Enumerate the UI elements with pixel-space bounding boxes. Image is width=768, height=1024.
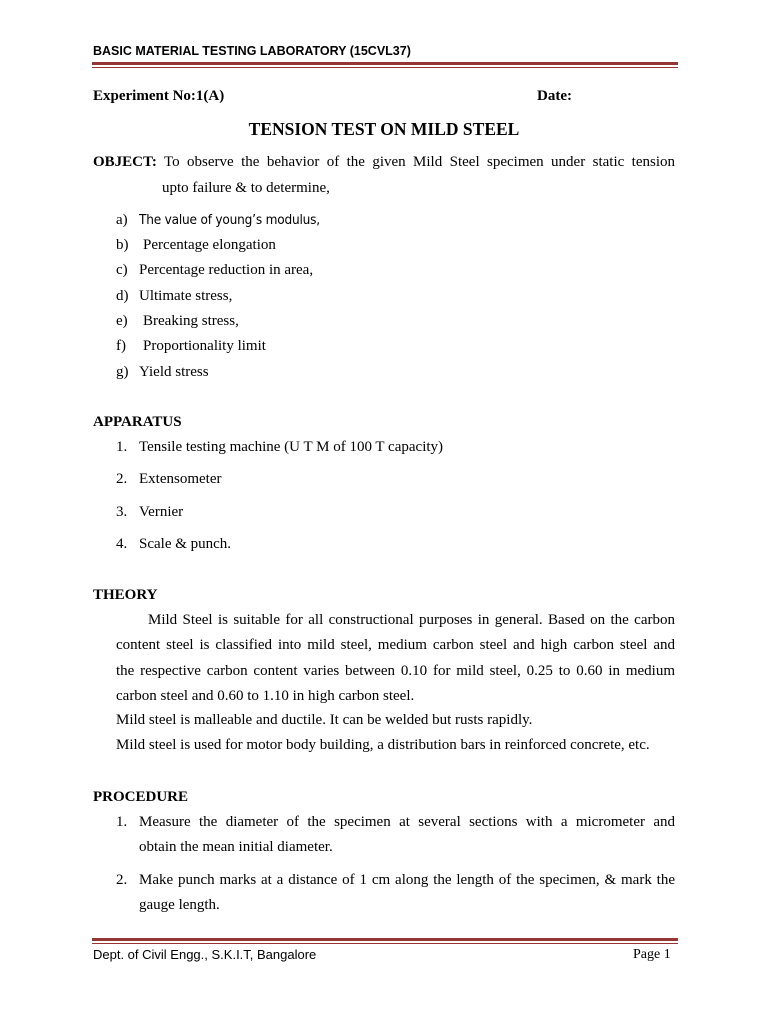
footer-rule-thin (92, 943, 678, 944)
list-item: Percentage elongation (143, 237, 276, 253)
list-marker: e) (116, 313, 128, 329)
date-label: Date: (537, 88, 572, 104)
list-marker: 4. (116, 536, 128, 552)
list-item: Extensometer (139, 471, 222, 487)
list-marker: f) (116, 338, 126, 354)
list-item: Vernier (139, 504, 184, 520)
procedure-step-line: Make punch marks at a distance of 1 cm along the length of the specimen, & mark the (139, 872, 675, 888)
procedure-heading: PROCEDURE (93, 789, 189, 805)
list-marker: 2. (116, 872, 128, 888)
list-item: The value of young’s modulus, (139, 212, 320, 228)
procedure-step-line: obtain the mean initial diameter. (139, 839, 333, 855)
theory-line: the respective carbon content varies between 0.10 for mild steel, 0.25 to 0.60 in medium (116, 663, 675, 679)
list-marker: 2. (116, 471, 128, 487)
list-marker: g) (116, 364, 129, 380)
list-item: Percentage reduction in area, (139, 262, 314, 278)
theory-heading: THEORY (93, 587, 158, 603)
object-label: OBJECT: (93, 154, 157, 170)
procedure-step-line: Measure the diameter of the specimen at several sections with a micrometer and (139, 814, 675, 830)
page-title: TENSION TEST ON MILD STEEL (248, 119, 520, 139)
object-text-line2: upto failure & to determine, (162, 180, 330, 196)
list-marker: c) (116, 262, 128, 278)
footer-rule (92, 938, 678, 941)
list-item: Ultimate stress, (139, 288, 233, 304)
page-number: Page 1 (633, 947, 671, 962)
experiment-number: Experiment No:1(A) (93, 88, 225, 104)
apparatus-heading: APPARATUS (93, 414, 182, 430)
object-paragraph-line1 (93, 154, 675, 171)
theory-line: content steel is classified into mild steel, medium carbon steel and high carbon steel and (116, 637, 675, 653)
theory-line: carbon steel and 0.60 to 1.10 in high carbon steel. (116, 688, 415, 704)
list-item: Tensile testing machine (U T M of 100 T capacity) (139, 439, 444, 455)
running-header: BASIC MATERIAL TESTING LABORATORY (15CVL37) (93, 44, 411, 58)
list-item: Breaking stress, (143, 313, 239, 329)
object-text-line1: To observe the behavior of the given Mild Steel specimen under static tension (164, 154, 675, 170)
list-marker: b) (116, 237, 129, 253)
list-item: Scale & punch. (139, 536, 232, 552)
procedure-step-line: gauge length. (139, 897, 220, 913)
theory-line: Mild steel is malleable and ductile. It can be welded but rusts rapidly. (116, 712, 533, 728)
header-rule (92, 62, 678, 65)
header-rule-thin (92, 67, 678, 68)
list-marker: 3. (116, 504, 128, 520)
list-item: Yield stress (139, 364, 209, 380)
list-marker: 1. (116, 439, 128, 455)
list-item: Proportionality limit (143, 338, 266, 354)
footer-department: Dept. of Civil Engg., S.K.I.T, Bangalore (93, 947, 317, 962)
theory-line: Mild steel is used for motor body building, a distribution bars in reinforced concrete, etc. (116, 737, 650, 753)
list-marker: a) (116, 212, 128, 228)
list-marker: 1. (116, 814, 128, 830)
list-marker: d) (116, 288, 129, 304)
theory-line: Mild Steel is suitable for all constructional purposes in general. Based on the carbon (148, 612, 675, 628)
